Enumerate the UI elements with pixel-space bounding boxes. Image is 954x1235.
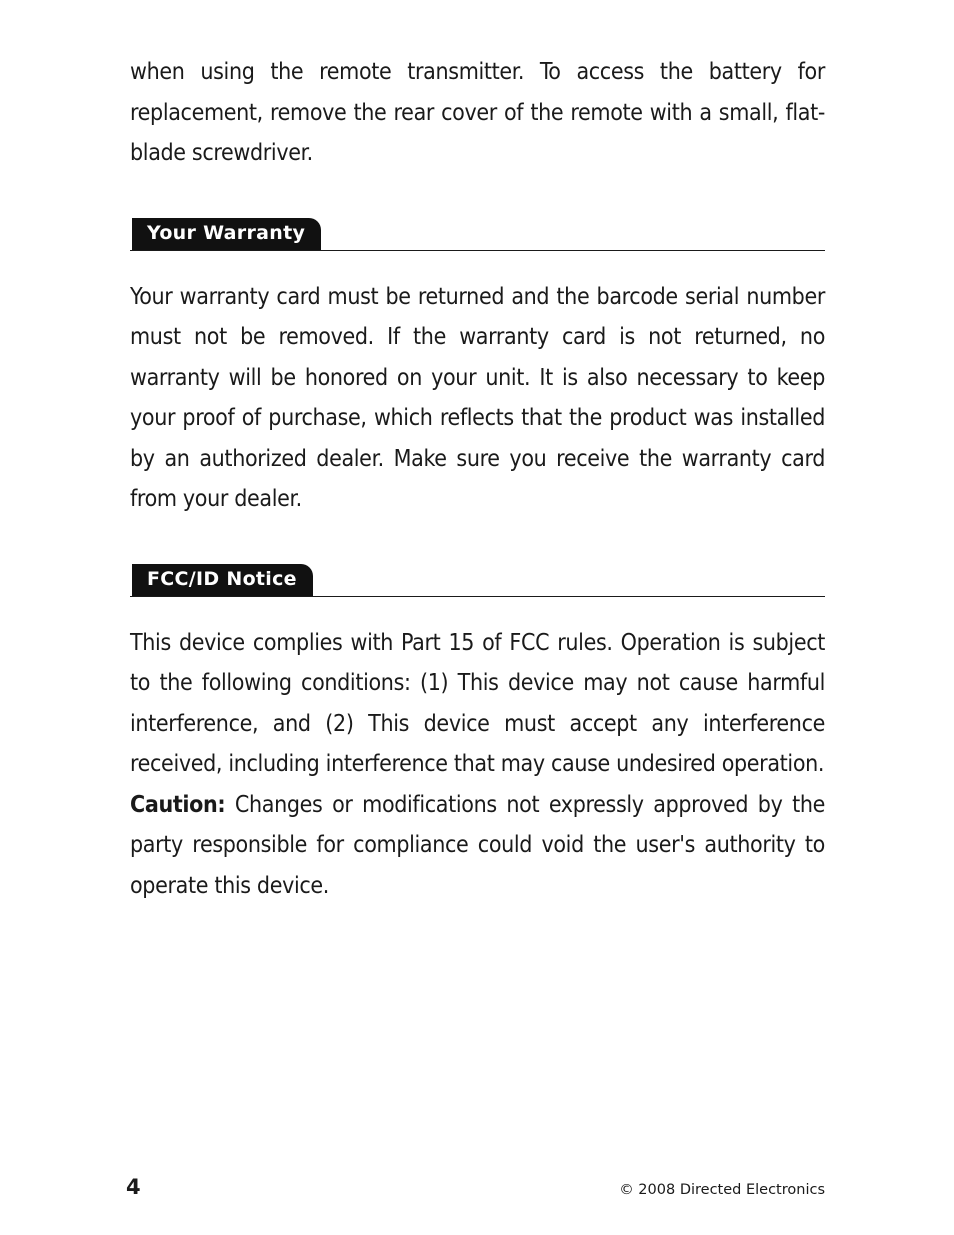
caution-text: Changes or modifications not expressly approved by the party responsible for compliance could void the user's authority to operate this device. — [130, 791, 825, 899]
copyright-notice: © 2008 Directed Electronics — [619, 1182, 825, 1198]
warranty-paragraph: Your warranty card must be returned and the barcode serial number must not be removed. If the warranty card is not returned, no warranty will be honored on your unit. It is also necessary to keep your proof of purchase, which reflects that the product was installed by an authorized dealer. Make sure you receive the warranty card from your dealer. — [130, 283, 825, 512]
manual-page-content — [130, 52, 825, 906]
warranty-heading: Your Warranty — [132, 218, 321, 250]
fcc-heading: FCC/ID Notice — [132, 564, 313, 596]
warranty-section-header — [130, 216, 825, 251]
fcc-section-header — [130, 562, 825, 597]
page-number: 4 — [126, 1175, 141, 1199]
page-footer — [126, 1175, 825, 1205]
caution-label: Caution: — [130, 791, 226, 818]
fcc-paragraph: This device complies with Part 15 of FCC rules. Operation is subject to the following conditions: (1) This device may not cause harmful interference, and (2) This device must accept any interference received, including interference that may cause undesired operation. — [130, 629, 825, 777]
intro-paragraph: when using the remote transmitter. To access the battery for replacement, remove the rear cover of the remote with a small, flat-blade screwdriver. — [130, 59, 825, 166]
caution-paragraph — [130, 785, 825, 907]
